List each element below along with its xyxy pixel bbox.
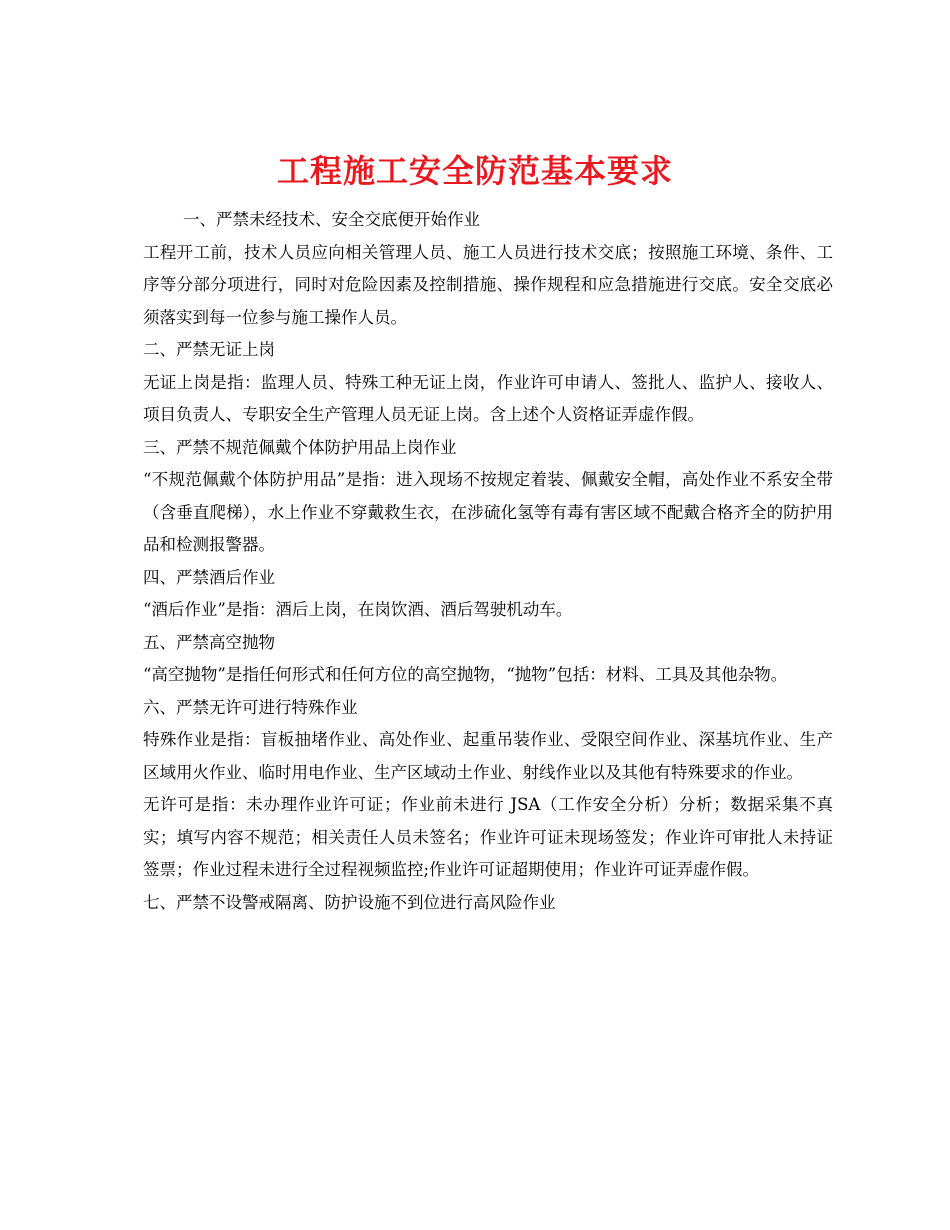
section-heading-1: 一、严禁未经技术、安全交底便开始作业 bbox=[183, 210, 480, 229]
section-heading-4: 四、严禁酒后作业 bbox=[143, 567, 275, 587]
section-body-4: “酒后作业”是指：酒后上岗，在岗饮酒、酒后驾驶机动车。 bbox=[143, 600, 573, 619]
section-heading-5: 五、严禁高空抛物 bbox=[143, 632, 275, 652]
section-body-2: 无证上岗是指：监理人员、特殊工种无证上岗，作业许可申请人、签批人、监护人、接收人、项目负责人、专职安全生产管理人员无证上岗。含上述个人资格证弄虚作假。 bbox=[143, 372, 833, 424]
section-body-5: “高空抛物”是指任何形式和任何方位的高空抛物，“抛物”包括：材料、工具及其他杂物。 bbox=[143, 665, 788, 684]
section-heading-2: 二、严禁无证上岗 bbox=[143, 340, 275, 359]
section-body-6b: 无许可是指：未办理作业许可证；作业前未进行 JSA（工作安全分析）分析；数据采集不真实；填写内容不规范；相关责任人员未签名；作业许可证未现场签发；作业许可审批人未持证签票；作业过程未进行全过程视频监控;作业许可证超期使用；作业许可证弄虚作假。 bbox=[143, 795, 833, 879]
document-body bbox=[143, 204, 833, 919]
section-body-6a: 特殊作业是指：盲板抽堵作业、高处作业、起重吊装作业、受限空间作业、深基坑作业、生产区域用火作业、临时用电作业、生产区域动土作业、射线作业以及其他有特殊要求的作业。 bbox=[143, 730, 833, 782]
document-title: 工程施工安全防范基本要求 bbox=[276, 152, 673, 191]
section-heading-6: 六、严禁无许可进行特殊作业 bbox=[143, 697, 358, 717]
section-heading-3: 三、严禁不规范佩戴个体防护用品上岗作业 bbox=[143, 437, 457, 457]
section-heading-7: 七、严禁不设警戒隔离、防护设施不到位进行高风险作业 bbox=[143, 892, 556, 912]
section-body-3: “不规范佩戴个体防护用品”是指：进入现场不按规定着装、佩戴安全帽，高处作业不系安全带（含垂直爬梯），水上作业不穿戴救生衣，在涉硫化氢等有毒有害区域不配戴合格齐全的防护用品和检测报警器。 bbox=[143, 470, 833, 554]
section-body-1: 工程开工前，技术人员应向相关管理人员、施工人员进行技术交底；按照施工环境、条件、工序等分部分项进行，同时对危险因素及控制措施、操作规程和应急措施进行交底。安全交底必须落实到每一位参与施工操作人员。 bbox=[143, 242, 833, 327]
